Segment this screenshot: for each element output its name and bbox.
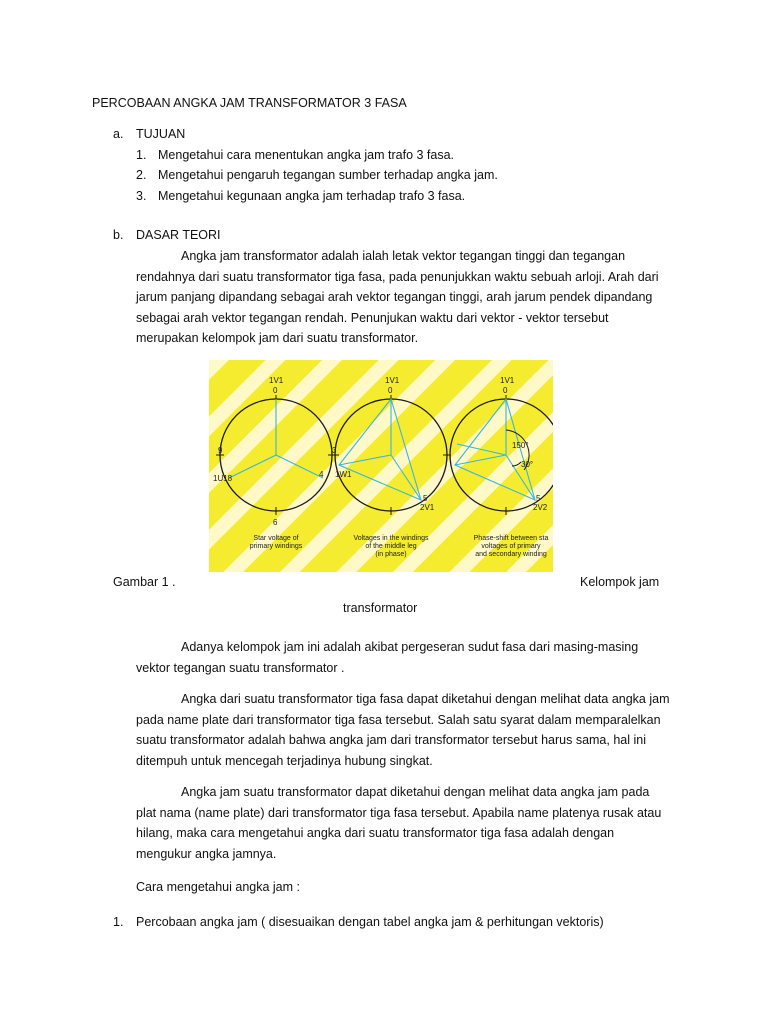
label-c3-angle2: 30° xyxy=(521,460,534,469)
caption-1-line-2: primary windings xyxy=(249,543,303,550)
section-a-heading xyxy=(113,127,185,141)
theory-paragraph: Angka jam transformator adalah ialah letak vektor tegangan tinggi dan tegangan rendahnya dari suatu transformator tiga fasa, pada penunjukkan waktu sebuah arloji. Arah dari jarum panjang dipandang sebagai arah vektor tegangan tinggi, arah jarum pendek dipandang sebagai arah vektor tegangan rendah. Penunjukan waktu dari vektor - vektor tersebut merupakan kelompok jam dari suatu transformator. xyxy=(136,249,659,345)
caption-1-line-1: Star voltage of xyxy=(253,535,299,542)
section-b-label: b. xyxy=(113,228,124,242)
label-c2-three: 3 xyxy=(332,446,337,455)
method-list-item: 1. Percobaan angka jam ( disesuaikan dengan tabel angka jam & perhitungan vektoris) xyxy=(113,915,604,929)
section-a-label: a. xyxy=(113,127,124,141)
label-c1-zero: 0 xyxy=(273,386,278,395)
label-c1-six: 6 xyxy=(273,518,278,527)
label-c3-angle1: 150° xyxy=(512,441,529,450)
label-c2-v: 2V1 xyxy=(420,503,435,512)
label-c2-five: 5 xyxy=(423,494,428,503)
figure-caption-right: Kelompok jam xyxy=(580,575,660,589)
list-item: 3. Mengetahui kegunaan angka jam terhadap trafo 3 fasa. xyxy=(136,189,466,203)
caption-2-line-3: (in phase) xyxy=(375,551,407,558)
paragraph: Angka dari suatu transformator tiga fasa dapat diketahui dengan melihat data angka jam pada name plate dari transformator tiga fasa tersebut. Salah satu syarat dalam memparalelkan suatu transformator adalah bahwa angka jam dari transformator tersebut harus sama, hal ini ditempuh untuk mencegah terjadinya hubung singkat. xyxy=(136,692,670,768)
caption-3-line-1: Phase-shift between sta xyxy=(473,535,549,542)
label-c3-v: 2V2 xyxy=(533,503,548,512)
paragraph: Angka jam suatu transformator dapat diketahui dengan melihat data angka jam pada plat nama (name plate) dari transformator tiga fasa tersebut. Apabila name platenya rusak atau hilang, maka cara mengetahui angka dari suatu transformator tiga fasa adalah dengan mengukur angka jamnya. xyxy=(136,785,662,861)
label-c3-five: 5 xyxy=(536,494,541,503)
label-c1-top: 1V1 xyxy=(269,376,284,385)
list-item: 2. Mengetahui pengaruh tegangan sumber terhadap angka jam. xyxy=(136,168,498,182)
label-c2-zero: 0 xyxy=(388,386,393,395)
label-c3-top: 1V1 xyxy=(500,376,515,385)
label-c1-four: 4 xyxy=(319,470,324,479)
label-c1-u: 1U18 xyxy=(213,474,233,483)
section-b-title: DASAR TEORI xyxy=(136,228,221,242)
caption-2-line-2: of the middle leg xyxy=(365,543,417,550)
paragraph: Adanya kelompok jam ini adalah akibat pergeseran sudut fasa dari masing-masing vektor tegangan suatu transformator . xyxy=(136,640,639,675)
document-title: PERCOBAAN ANGKA JAM TRANSFORMATOR 3 FASA xyxy=(92,96,407,110)
section-b-heading xyxy=(113,228,221,242)
label-c2-w: 1W1 xyxy=(335,470,352,479)
figure-caption-line2: transformator xyxy=(343,601,418,615)
caption-3-line-3: and secondary winding xyxy=(475,551,547,558)
list-item: 1. Mengetahui cara menentukan angka jam trafo 3 fasa. xyxy=(136,148,455,162)
caption-2-line-1: Voltages in the windings xyxy=(353,535,429,542)
vector-group-figure xyxy=(209,360,553,572)
label-c1-nine: 9 xyxy=(218,446,223,455)
figure-caption-left: Gambar 1 . xyxy=(113,575,176,589)
method-heading: Cara mengetahui angka jam : xyxy=(136,880,300,894)
label-c2-top: 1V1 xyxy=(385,376,400,385)
caption-3-line-2: voltages of primary xyxy=(481,543,541,550)
section-a-title: TUJUAN xyxy=(136,127,186,141)
label-c3-zero: 0 xyxy=(503,386,508,395)
